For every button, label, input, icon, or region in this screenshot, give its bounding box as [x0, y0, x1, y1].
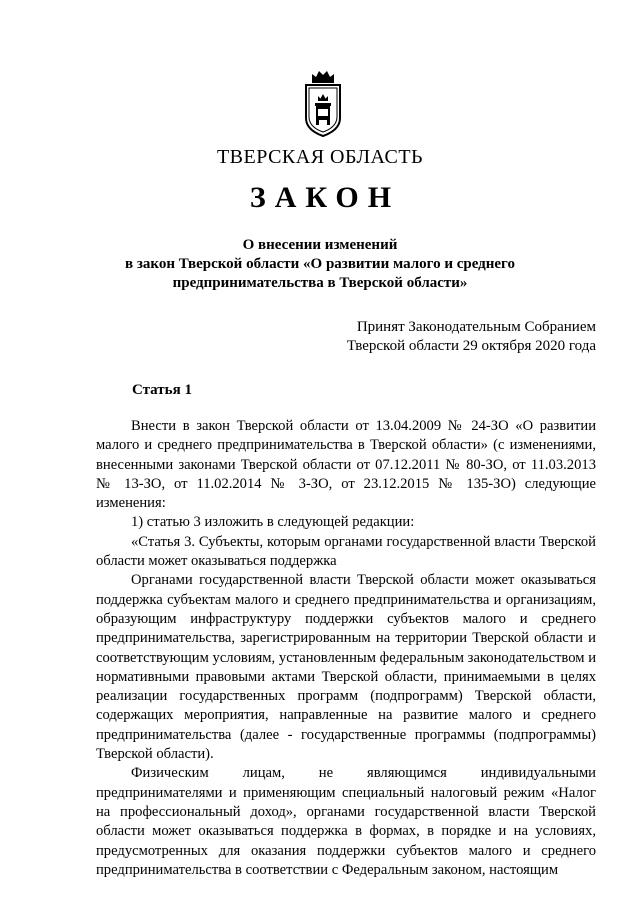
- tver-coat-of-arms-icon: [303, 66, 343, 138]
- paragraph: Органами государственной власти Тверской области может оказываться поддержка субъектам малого и среднего предпринимательства и организациям, образующим инфраструктуру поддержки субъектов малого и среднего предпринимательства, зарегистрированным на территории Тверской области и соответствующим условиям, установленным федеральным законодательством и нормативными правовыми актами Тверской области, принимаемыми в целях реализации государственных программ (подпрограмм) Тверской области, содержащих мероприятия, направленные на развитие малого и среднего предпринимательства (далее - государственные программы (подпрограммы) Тверской области).: [96, 572, 596, 763]
- law-title-line: предпринимательства в Тверской области»: [172, 275, 468, 291]
- law-title-line: в закон Тверской области «О развитии малого и среднего: [125, 256, 515, 272]
- law-title: [0, 236, 640, 293]
- paragraph: 1) статью 3 изложить в следующей редакции:: [131, 514, 415, 531]
- adoption-line: Тверской области 29 октября 2020 года: [346, 338, 596, 354]
- article-body: [96, 417, 596, 880]
- paragraph: Внести в закон Тверской области от 13.04.2009 № 24-ЗО «О развитии малого и среднего предпринимательства в Тверской области» (с изменениями, внесенными законами Тверской области от 07.12.2011 № 80-ЗО, от 11.03.2013 № 13-ЗО, от 11.02.2014 № 3-ЗО, от 23.12.2015 № 135-ЗО) следующие изменения:: [96, 418, 596, 512]
- paragraph: Физическим лицам, не являющимся индивидуальными предпринимателями и применяющим специальный налоговый режим «Налог на профессиональный доход», органами государственной власти Тверской области может оказываться поддержка в формах, в порядке и на условиях, предусмотренных для оказания поддержки субъектов малого и среднего предпринимательства в соответствии с Федеральным законом, настоящим: [96, 765, 596, 878]
- paragraph: «Статья 3. Субъекты, которым органами государственной власти Тверской области может оказываться поддержка: [96, 533, 596, 570]
- document-type: ЗАКОН: [249, 181, 401, 214]
- law-title-line: О внесении изменений: [242, 237, 398, 253]
- region-name: ТВЕРСКАЯ ОБЛАСТЬ: [216, 146, 424, 168]
- article-heading: Статья 1: [132, 382, 192, 398]
- adoption-info: [296, 318, 596, 356]
- adoption-line: Принят Законодательным Собранием: [356, 319, 596, 335]
